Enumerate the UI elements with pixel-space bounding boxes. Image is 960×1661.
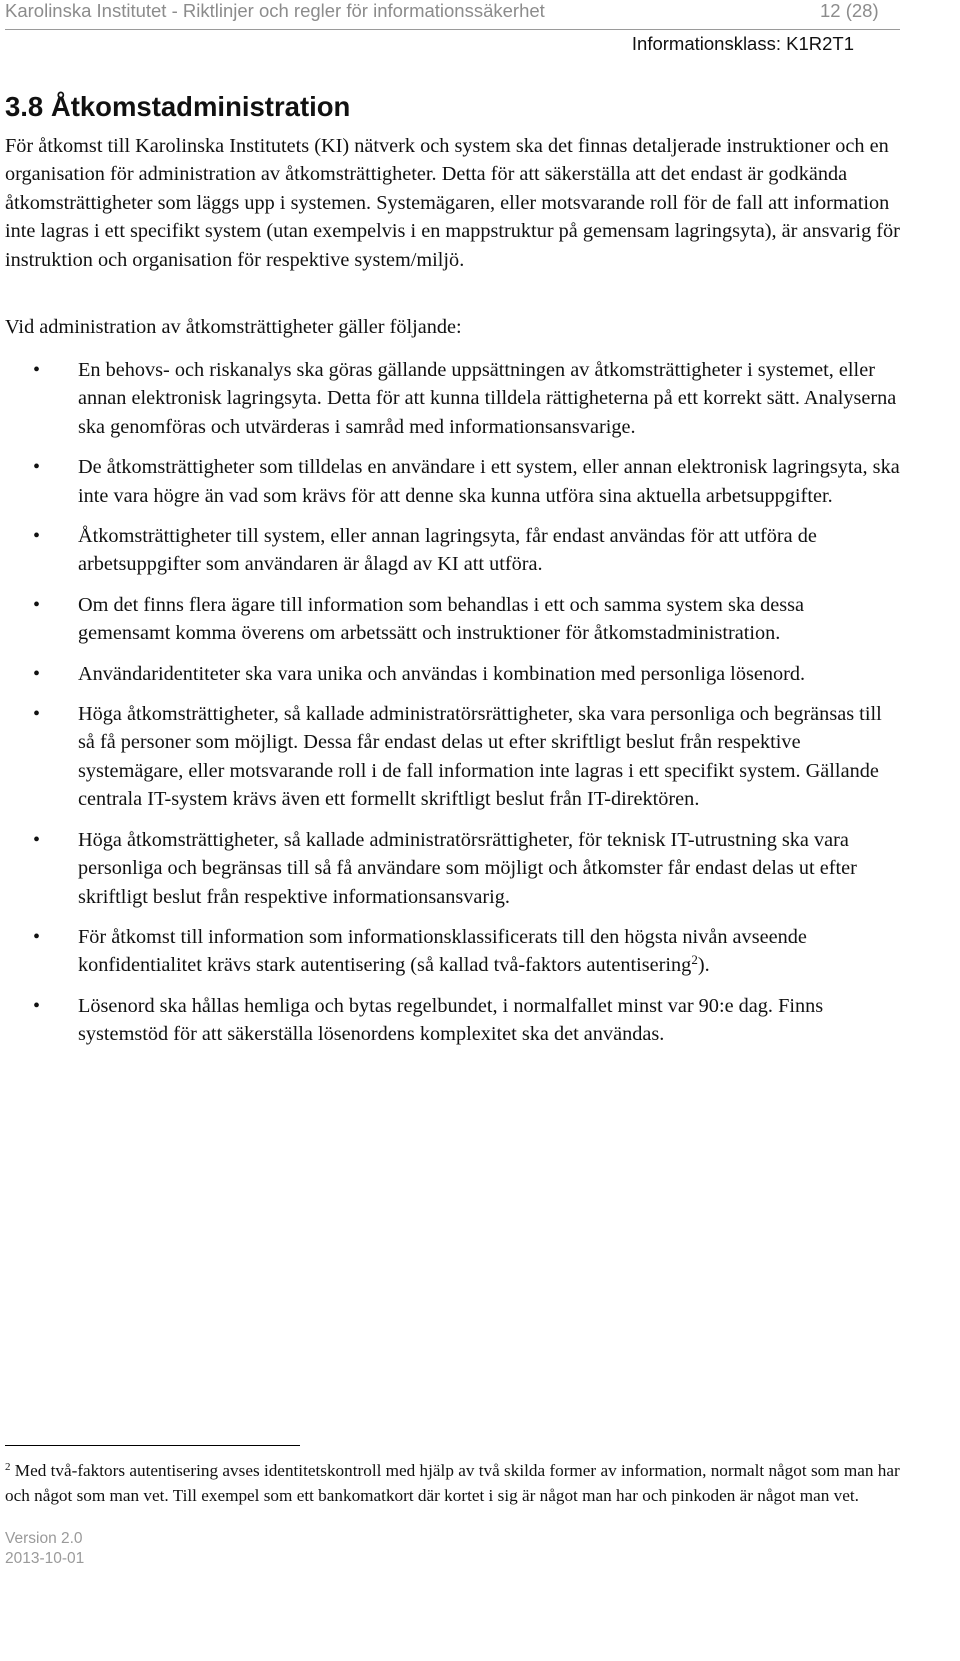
list-item xyxy=(0,522,900,579)
footnote-reference[interactable]: 2 xyxy=(691,952,698,968)
list-item-text: En behovs- och riskanalys ska göras gällande uppsättningen av åtkomsträttigheter i systemet, eller annan elektronisk lagringsyta. Detta för att kunna tilldela rättigheterna på ett korrekt sätt. Analyserna ska genomföras och utvärderas i samråd med informationsansvarige. xyxy=(78,359,897,438)
list-item-text: Lösenord ska hållas hemliga och bytas regelbundet, i normalfallet minst var 90:e dag. Finns systemstöd för att säkerställa lösenordens komplexitet ska det användas. xyxy=(78,994,824,1046)
bullet-icon: • xyxy=(33,456,41,479)
bullet-icon: • xyxy=(33,828,41,851)
list-item xyxy=(0,591,900,648)
bullet-icon: • xyxy=(33,662,41,685)
list-item-text: För åtkomst till information som informationsklassificerats till den högsta nivån avseende konfidentialitet krävs stark autentisering (så kallad två-faktors autentisering xyxy=(78,925,807,977)
bullet-icon: • xyxy=(33,994,41,1017)
footer-date: 2013-10-01 xyxy=(5,1550,85,1567)
footnote-divider xyxy=(5,1445,300,1446)
list-item xyxy=(0,992,900,1049)
header-classification: Informationsklass: K1R2T1 xyxy=(631,33,854,54)
bullet-icon: • xyxy=(33,525,41,548)
requirements-list xyxy=(0,356,905,1061)
footnote-marker: 2 xyxy=(5,1461,11,1473)
header-divider xyxy=(5,29,900,30)
header-page-number: 12 (28) xyxy=(820,0,879,21)
list-item-text: Höga åtkomsträttigheter, så kallade administratörsrättigheter, för teknisk IT-utrustning ska vara personliga och begränsas till så få användare som möjligt och åtkomster får endast delas ut efter skriftligt beslut från respektive informationsansvarig. xyxy=(78,828,857,908)
list-item xyxy=(0,356,900,441)
lead-paragraph: Vid administration av åtkomsträttigheter gäller följande: xyxy=(5,316,462,338)
list-item-text: Om det finns flera ägare till information som behandlas i ett och samma system ska dessa gemensamt komma överens om arbetssätt och instruktioner för åtkomstadministration. xyxy=(78,593,804,645)
intro-paragraph: För åtkomst till Karolinska Institutets (KI) nätverk och system ska det finnas detaljerade instruktioner och en organisation för administration av åtkomsträttigheter. Detta för att säkerställa att det endast är godkända åtkomsträttigheter som läggs upp i systemen. Systemägaren, eller motsvarande roll för de fall att information inte lagras i ett specifikt system (utan exempelvis i en mappstruktur på gemensam lagringsyta), är ansvarig för instruktion och organisation för respektive system/miljö. xyxy=(5,135,900,271)
list-item-text: Åtkomsträttigheter till system, eller annan lagringsyta, får endast användas för att utföra de arbetsuppgifter som användaren är ålagd av KI att utföra. xyxy=(78,525,817,576)
list-item-text: De åtkomsträttigheter som tilldelas en användare i ett system, eller annan elektronisk lagringsyta, ska inte vara högre än vad som krävs för att denne ska kunna utföra sina aktuella arbetsuppgifter. xyxy=(78,456,900,507)
list-item-text: Höga åtkomsträttigheter, så kallade administratörsrättigheter, ska vara personliga och begränsas till så få personer som möjligt. Dessa får endast delas ut efter skriftligt beslut från respektive systemägare, eller motsvarande roll i de fall information inte lagras i ett specifikt system. Gällande centrala IT-system krävs även ett formellt skriftligt beslut från IT-direktören. xyxy=(78,703,882,811)
section-heading: 3.8 Åtkomstadministration xyxy=(5,91,351,122)
bullet-icon: • xyxy=(33,593,41,616)
list-item xyxy=(0,700,900,814)
list-item xyxy=(0,660,900,688)
list-item xyxy=(0,923,900,980)
bullet-icon: • xyxy=(33,359,41,381)
bullet-icon: • xyxy=(33,703,41,726)
list-item xyxy=(0,826,900,911)
header-document-title: Karolinska Institutet - Riktlinjer och regler för informationssäkerhet xyxy=(5,0,545,21)
list-item-text: Användaridentiteter ska vara unika och användas i kombination med personliga lösenord. xyxy=(78,662,806,685)
footer-version: Version 2.0 xyxy=(5,1530,83,1547)
list-item-text-end: ). xyxy=(697,954,710,977)
list-item xyxy=(0,453,900,510)
bullet-icon: • xyxy=(33,925,41,948)
footnote xyxy=(5,1459,900,1508)
footnote-text: Med två-faktors autentisering avses identitetskontroll med hjälp av två skilda former av information, normalt något som man har och något som man vet. Till exempel som ett bankomatkort där kortet i sig är något man har och pinkoden är något man vet. xyxy=(5,1461,900,1505)
